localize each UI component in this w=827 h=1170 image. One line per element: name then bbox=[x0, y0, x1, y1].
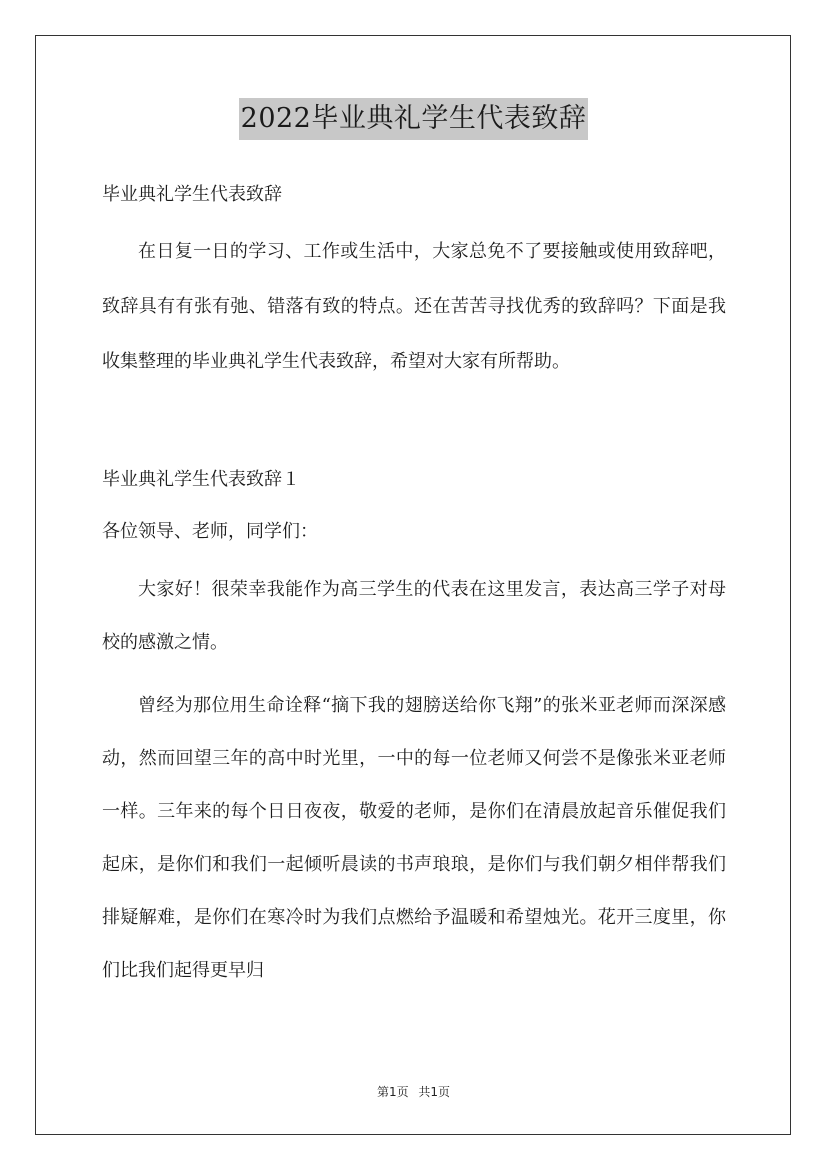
subtitle: 毕业典礼学生代表致辞 bbox=[102, 184, 282, 205]
body-paragraph-1: 大家好！很荣幸我能作为高三学生的代表在这里发言，表达高三学子对母校的感激之情。 bbox=[102, 579, 726, 653]
salutation: 各位领导、老师，同学们： bbox=[102, 521, 318, 542]
title-container bbox=[0, 98, 827, 140]
page-footer bbox=[0, 1083, 827, 1100]
body-paragraph-2: 曾经为那位用生命诠释“摘下我的翅膀送给你飞翔”的张米亚老师而深深感动，然而回望三年的高中时光里，一中的每一位老师又何尝不是像张米亚老师一样。三年来的每个日日夜夜，敬爱的老师，是你们在清晨放起音乐催促我们起床，是你们和我们一起倾听晨读的书声琅琅，是你们与我们朝夕相伴帮我们排疑解难，是你们在寒冷时为我们点燃给予温暖和希望烛光。花开三度里，你们比我们起得更早归 bbox=[102, 695, 726, 981]
page-total: 共1页 bbox=[418, 1085, 451, 1099]
page-number: 第1页 bbox=[376, 1085, 409, 1099]
intro-paragraph: 在日复一日的学习、工作或生活中，大家总免不了要接触或使用致辞吧，致辞具有有张有弛、错落有致的特点。还在苦苦寻找优秀的致辞吗？下面是我收集整理的毕业典礼学生代表致辞，希望对大家有所帮助。 bbox=[102, 241, 726, 372]
document-title: 2022毕业典礼学生代表致辞 bbox=[239, 98, 589, 140]
section-heading: 毕业典礼学生代表致辞１ bbox=[102, 469, 300, 490]
document-body bbox=[102, 174, 726, 997]
